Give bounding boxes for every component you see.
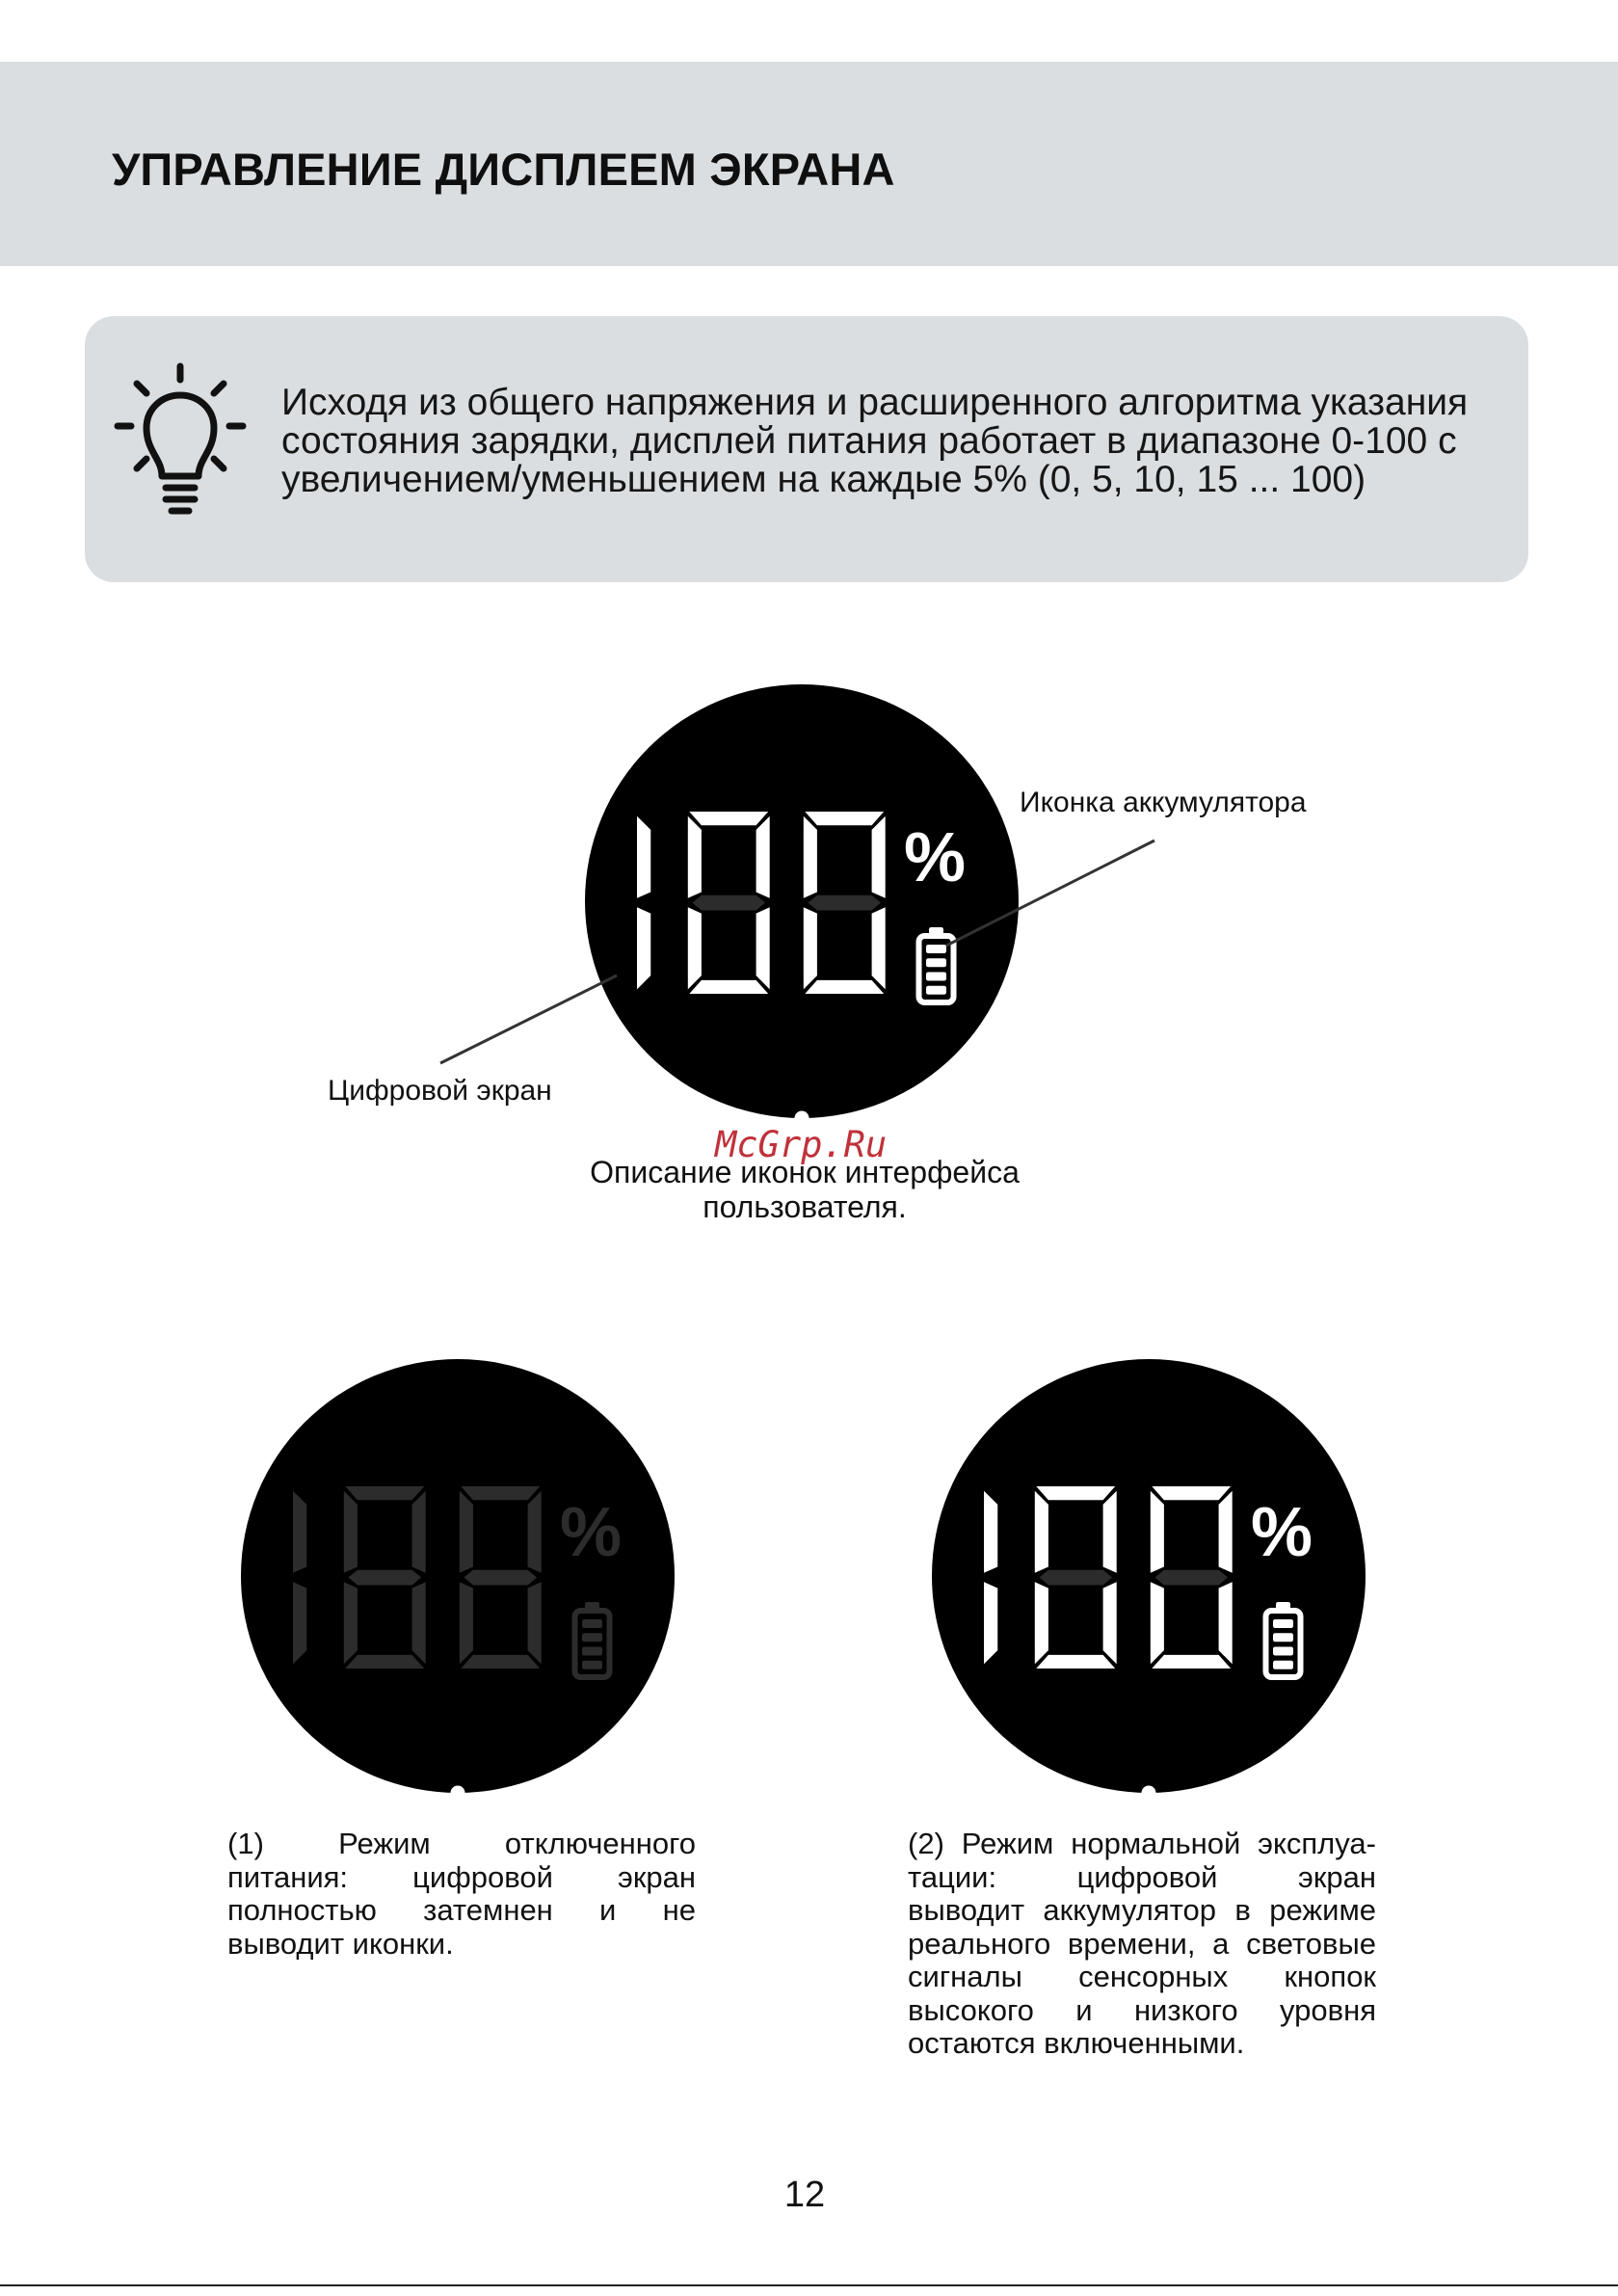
desc-line: реального времени, а световые	[908, 1926, 1376, 1961]
digital-screen-label: Цифровой экран	[328, 1075, 552, 1107]
bottom-rule	[0, 2284, 1618, 2286]
normal-mode-display	[932, 1359, 1366, 1793]
desc-line: остаются включенными.	[908, 2026, 1245, 2060]
page-title: УПРАВЛЕНИЕ ДИСПЛЕЕМ ЭКРАНА	[112, 144, 895, 195]
display-notch	[451, 1786, 465, 1801]
off-mode-display	[241, 1359, 675, 1793]
desc-line: питания: цифровой экран	[227, 1859, 696, 1894]
info-line: Исходя из общего напряжения и расширенного алгоритма указания	[281, 382, 1469, 423]
desc-line: высокого и низкого уровня	[908, 1992, 1376, 2027]
page-number: 12	[783, 2175, 826, 2215]
desc-line: (2) Режим нормальной эксплуа-	[908, 1827, 1376, 1860]
desc-line: (1) Режим отключенного	[227, 1827, 696, 1860]
percent-symbol: %	[1250, 1494, 1313, 1571]
desc-line: полностью затемнен и не	[227, 1893, 696, 1927]
display-notch	[1142, 1786, 1156, 1801]
caption-line: Описание иконок интерфейса	[590, 1155, 1020, 1189]
desc-line: выводит иконки.	[227, 1926, 454, 1961]
info-line: состояния зарядки, дисплей питания работает в диапазоне 0-100 с	[281, 420, 1457, 462]
display-circle	[241, 1359, 675, 1793]
main-caption	[540, 1155, 1070, 1224]
caption-line: пользователя.	[703, 1189, 907, 1224]
normal-mode-description	[908, 1828, 1376, 2061]
desc-line: выводит аккумулятор в режиме	[908, 1893, 1376, 1927]
percent-symbol: %	[903, 819, 967, 896]
desc-line: сигналы сенсорных кнопок	[908, 1960, 1376, 1993]
info-line: увеличением/уменьшением на каждые 5% (0, 5, 10, 15 ... 100)	[281, 459, 1366, 500]
off-mode-description	[227, 1828, 696, 1961]
watermark: McGrp.Ru	[715, 1124, 888, 1165]
desc-line: тации: цифровой экран	[908, 1859, 1376, 1894]
percent-symbol: %	[559, 1494, 623, 1571]
battery-icon-label: Иконка аккумулятора	[1020, 787, 1307, 818]
display-circle	[932, 1359, 1366, 1793]
